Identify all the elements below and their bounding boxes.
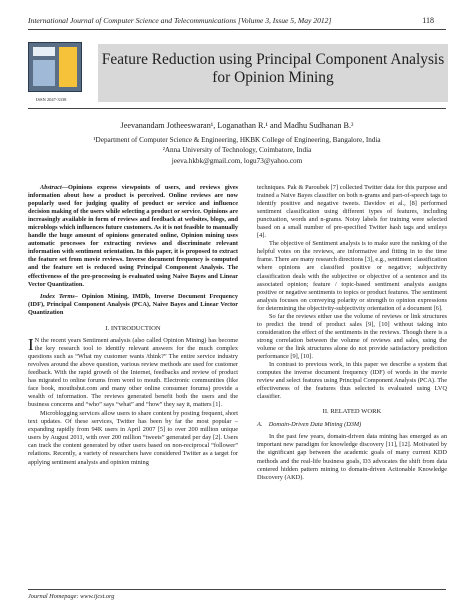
issn-label: ISSN 2047-3338 <box>36 97 67 102</box>
section-heading-introduction: I. INTRODUCTION <box>105 324 161 332</box>
body-paragraph-1: techniques. Pak & Paroubek [7] collected Twitter data for this purpose and trained a Naive Bayes classifier on both n-grams and part-of-speech tags to identify positive and negative tweets. Davidov et al., [8] performed sentiment classification using different types of features, including punctuation, words and n-grams. Noisy labels for training were selected based on a small number of pre-specified Twitter hash tags and smileys [4]. <box>257 184 447 240</box>
header-rule <box>28 29 446 30</box>
abstract-text: Opinions express viewpoints of users, and reviews gives information about how a product is perceived. Online reviews are now popularly used for judging quality of product or service and influence decision making of the users while selecting a product or service. Opinions are increasingly available in form of reviews and feedback at websites, blogs, and microblogs which influences future customers. As it is not feasible to manually handle the huge amount of opinions generated online, Opinion mining uses automatic processes for extracting reviews and discriminate relevant information with sentiment orientation. In this paper, it is proposed to extract the feature set from movie reviews. Inverse document frequency is computed and the feature set is reduced using Principal Component Analysis. The effectiveness of the pre-processing is evaluated using Naive Bayes and Linear Vector Quantization. <box>28 184 238 288</box>
author-list: Jeevanandam Jotheeswaran¹, Loganathan R.¹ and Madhu Sudhanan B.² <box>120 121 354 130</box>
body-paragraph-5: In the past few years, domain-driven data mining has emerged as an important new paradigm for knowledge discovery [11], [12]. Motivated by the significant gap between the academic goals of many current KDD methods and the real-life business goals, D3 advocates the shift from data centered hidden pattern mining to domain-driven Actionable Knowledge Discovery (AKD). <box>257 433 447 481</box>
journal-homepage-footer: Journal Homepage: www.ijcst.org <box>28 593 115 600</box>
section-heading-related-work: II. RELATED WORK <box>322 408 382 416</box>
affiliation-2: ²Anna University of Technology, Coimbatore, India <box>162 146 312 154</box>
title-rule <box>28 108 446 109</box>
paper-title: Feature Reduction using Principal Component Analysis for Opinion Mining <box>101 51 445 87</box>
body-paragraph-4: In contrast to previous work, in this paper we describe a system that computes the inverse document frequency (IDF) of words in the movie review and select features using Principal Component Analysis (PCA). The effectiveness of the features thus selected is evaluated using LVQ classifier. <box>257 361 447 401</box>
drop-cap: I <box>28 334 34 354</box>
intro-paragraph-1: I N the recent years Sentiment analysis (also called Opinion Mining) has become the key research tool to identify relevant answers for the much complex questions such as “What my customer wants /think?” The entire service industry revolves around the above question, various review methods are used for customer feedback. With the rapid growth of the Internet, feedbacks and review of product has migrated to online forums from word to mouth. Electronic communities (like face book, mouthshut.com and many other online consumer forums) provide a wealth of information. The reviews generated benefit both the users and the business concerns and “who” says “what” and “how” they say it, matters [1]. <box>28 334 238 409</box>
page-number: 118 <box>422 16 434 25</box>
running-header <box>28 16 331 25</box>
abstract-label: Abstract— <box>40 184 68 191</box>
body-paragraph-2: The objective of Sentiment analysis is to make sure the ranking of the helpful votes on the reviews, are informative and fitting in to the time frame. There are many research directions [3], e.g., sentiment classification where opinions are classified positive or negative; subjectivity classification deals with the subjective or objective of a sentence and its associated opinion; feature / topic-based sentiment analysis assigns positive or negative sentiments to topics or product features. The sentiment analysis focuses on conveying polarity or strength to opinion expressions for determining the objectivity-subjectivity orientation of a document [6]. <box>257 240 447 312</box>
intro-paragraph-2: Microblogging services allow users to share content by posting frequent, short text updates. Of these services, Twitter has been by far the most popular – expanding rapidly from 94K users in April 2007 [5] to over 200 million unique users by August 2011, with over 200 million “tweets” generated per day [2]. Users can track the content generated by other users based on non-reciprocal “follower” relations. Recently, a variety of researchers have considered Twitter as a target for applying sentiment analysis and opinion mining <box>28 410 238 466</box>
journal-cover-image <box>28 42 82 92</box>
right-column <box>257 184 447 482</box>
index-terms-text: Opinion Mining, IMDb, Inverse Document Frequency (IDF), Principal Component Analysis (PCA), Naive Bayes and Linear Vector Quantization <box>28 292 238 316</box>
index-terms <box>28 293 238 317</box>
index-terms-label: Index Terms– <box>40 292 78 300</box>
affiliation-1: ¹Department of Computer Science & Engineering, HKBK College of Engineering, Bangalore, India <box>93 136 381 144</box>
journal-name: International Journal of Computer Science and Telecommunications [Volume 3, Issue 5, May 2012] <box>28 16 332 25</box>
author-emails: jeeva.hkbk@gmail.com, logu73@yahoo.com <box>171 157 303 165</box>
footer-rule <box>28 589 446 590</box>
body-paragraph-3: So far the reviews either use the volume of reviews or link structures to predict the trend of product sales [9], [10] without taking into consideration the effect of the sentiments in the reviews. Though there is a strong correlation between the volume of reviews and sales, using the volume or the link structures alone do not provide satisfactory prediction performance [9], [10]. <box>257 312 447 360</box>
left-column <box>28 184 238 467</box>
abstract <box>28 184 238 289</box>
subsection-heading: A. Domain-Driven Data Mining (D3M) <box>257 421 362 429</box>
